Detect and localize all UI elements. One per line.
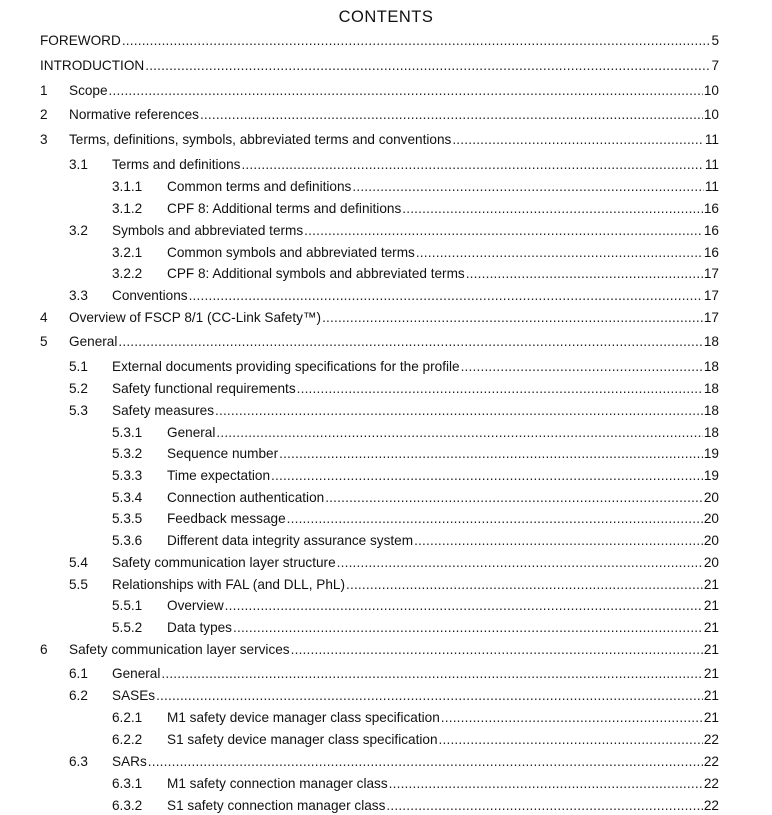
dot-leader: [148, 754, 703, 770]
toc-entry-title: Safety functional requirements: [112, 381, 296, 396]
toc-entry[interactable]: [112, 243, 719, 261]
toc-entry[interactable]: [112, 618, 719, 636]
toc-entry-title: Symbols and abbreviated terms: [112, 223, 304, 238]
toc-entry-page: 19: [703, 468, 719, 483]
dot-leader: [241, 157, 703, 173]
toc-entry-page: 11: [704, 179, 719, 194]
toc-entry[interactable]: [112, 708, 719, 726]
toc-entry-number: 3.1: [69, 157, 88, 172]
toc-entry[interactable]: [112, 444, 719, 462]
toc-entry-title: M1 safety device manager class specification: [167, 710, 440, 725]
toc-entry-title: Sequence number: [167, 446, 279, 461]
toc-entry-title: FOREWORD: [40, 33, 121, 48]
toc-entry[interactable]: [69, 357, 719, 375]
toc-entry-page: 22: [703, 754, 719, 769]
toc-entry[interactable]: [112, 177, 719, 195]
toc-entry[interactable]: [40, 308, 719, 326]
toc-entry-title: INTRODUCTION: [40, 58, 145, 73]
dot-leader: [402, 201, 703, 217]
dot-leader: [386, 798, 702, 814]
toc-entry-number: 5.5.1: [112, 598, 143, 613]
toc-entry-number: 5.3.5: [112, 511, 143, 526]
toc-entry[interactable]: [69, 575, 719, 593]
toc-entry-number: 6.3.2: [112, 798, 143, 813]
toc-entry-page: 18: [703, 334, 719, 349]
toc-entry-page: 18: [703, 403, 719, 418]
toc-entry-title: Relationships with FAL (and DLL, PhL): [112, 577, 345, 592]
toc-entry-page: 5: [711, 33, 719, 48]
toc-entry-number: 5.3.3: [112, 468, 143, 483]
toc-entry-number: 3.2.1: [112, 245, 143, 260]
toc-entry-page: 18: [703, 381, 719, 396]
toc-entry-title: General: [112, 666, 161, 681]
page-title: CONTENTS: [338, 8, 434, 26]
toc-entry-page: 11: [704, 157, 719, 172]
toc-entry-page: 16: [703, 201, 719, 216]
toc-entry[interactable]: [112, 509, 719, 527]
dot-leader: [461, 359, 703, 375]
toc-entry-number: 6.2.1: [112, 710, 143, 725]
toc-entry[interactable]: [112, 796, 719, 814]
toc-entry-page: 20: [703, 555, 719, 570]
toc-entry-number: 3: [40, 132, 48, 147]
toc-entry-title: Common symbols and abbreviated terms: [167, 245, 415, 260]
toc-entry[interactable]: [69, 401, 719, 419]
toc-entry-title: Feedback message: [167, 511, 286, 526]
toc-entry-page: 21: [703, 598, 719, 613]
toc-entry-number: 1: [40, 83, 48, 98]
toc-entry[interactable]: [112, 596, 719, 614]
toc-entry-number: 5.3.2: [112, 446, 143, 461]
dot-leader: [416, 245, 703, 261]
toc-entry-number: 5.3.4: [112, 490, 143, 505]
toc-entry-page: 17: [703, 266, 719, 281]
toc-entry[interactable]: [40, 31, 719, 49]
toc-entry-page: 18: [703, 359, 719, 374]
dot-leader: [216, 425, 703, 441]
toc-entry-page: 16: [703, 245, 719, 260]
dot-leader: [414, 533, 703, 549]
toc-entry-page: 18: [703, 425, 719, 440]
dot-leader: [109, 83, 703, 99]
toc-entry-title: Safety communication layer structure: [112, 555, 336, 570]
toc-entry-page: 20: [703, 490, 719, 505]
toc-entry-page: 20: [703, 511, 719, 526]
toc-entry-page: 7: [711, 58, 719, 73]
toc-entry-page: 21: [703, 666, 719, 681]
toc-entry[interactable]: [69, 379, 719, 397]
dot-leader: [271, 468, 703, 484]
toc-entry-title: Data types: [167, 620, 232, 635]
toc-entry-number: 5.3.1: [112, 425, 143, 440]
dot-leader: [156, 688, 703, 704]
toc-entry-number: 6.2: [69, 688, 88, 703]
toc-entry[interactable]: [69, 286, 719, 304]
toc-entry-page: 21: [703, 710, 719, 725]
toc-entry[interactable]: [40, 640, 719, 658]
toc-entry-page: 21: [703, 620, 719, 635]
toc-entry[interactable]: [69, 752, 719, 770]
toc-entry-page: 21: [703, 642, 719, 657]
toc-entry-title: Overview of FSCP 8/1 (CC-Link Safety™): [69, 310, 322, 325]
toc-entry-page: 22: [703, 798, 719, 813]
dot-leader: [233, 620, 703, 636]
toc-entry-page: 21: [703, 688, 719, 703]
toc-entry[interactable]: [40, 56, 719, 74]
toc-entry-page: 22: [703, 776, 719, 791]
dot-leader: [279, 446, 703, 462]
toc-entry-number: 6.3: [69, 754, 88, 769]
dot-leader: [118, 334, 703, 350]
toc-entry-page: 17: [703, 310, 719, 325]
toc-entry-title: Connection authentication: [167, 490, 325, 505]
toc-entry-title: General: [167, 425, 216, 440]
toc-entry[interactable]: [69, 664, 719, 682]
toc-entry-title: Scope: [69, 83, 108, 98]
dot-leader: [122, 33, 711, 49]
toc-entry-page: 20: [703, 533, 719, 548]
toc-entry[interactable]: [69, 155, 719, 173]
toc-entry-title: M1 safety connection manager class: [167, 776, 388, 791]
toc-entry[interactable]: [69, 686, 719, 704]
toc-entry-number: 5.1: [69, 359, 88, 374]
toc-entry[interactable]: [112, 199, 719, 217]
toc-entry-page: 22: [703, 732, 719, 747]
toc-entry[interactable]: [40, 332, 719, 350]
toc-entry-title: CPF 8: Additional symbols and abbreviated terms: [167, 266, 465, 281]
dot-leader: [389, 776, 703, 792]
toc-entry-number: 5.3.6: [112, 533, 143, 548]
toc-entry-title: Safety measures: [112, 403, 214, 418]
toc-entry-title: Different data integrity assurance system: [167, 533, 414, 548]
toc-entry[interactable]: [112, 730, 719, 748]
dot-leader: [304, 223, 703, 239]
dot-leader: [161, 666, 703, 682]
toc-entry-number: 6.2.2: [112, 732, 143, 747]
toc-entry-number: 5.2: [69, 381, 88, 396]
toc-entry-title: SASEs: [112, 688, 156, 703]
dot-leader: [287, 511, 703, 527]
toc-entry-page: 19: [703, 446, 719, 461]
dot-leader: [439, 732, 703, 748]
dot-leader: [352, 179, 704, 195]
dot-leader: [466, 266, 703, 282]
toc-entry-number: 5.4: [69, 555, 88, 570]
dot-leader: [322, 310, 703, 326]
toc-entry-number: 3.1.1: [112, 179, 143, 194]
toc-entry-page: 10: [703, 107, 719, 122]
toc-entry-title: Common terms and definitions: [167, 179, 352, 194]
toc-entry[interactable]: [112, 531, 719, 549]
toc-entry[interactable]: [112, 466, 719, 484]
toc-entry-number: 3.1.2: [112, 201, 143, 216]
toc-entry-number: 3.2: [69, 223, 88, 238]
toc-entry[interactable]: [40, 130, 719, 148]
dot-leader: [215, 403, 703, 419]
toc-entry-title: S1 safety device manager class specification: [167, 732, 438, 747]
toc-entry[interactable]: [112, 264, 719, 282]
toc-entry-title: Normative references: [69, 107, 199, 122]
dot-leader: [452, 132, 704, 148]
toc-entry[interactable]: [69, 221, 719, 239]
toc-entry-number: 6.1: [69, 666, 88, 681]
toc-entry-title: SARs: [112, 754, 147, 769]
dot-leader: [346, 577, 703, 593]
toc-entry-number: 3.2.2: [112, 266, 143, 281]
dot-leader: [145, 58, 710, 74]
toc-entry-title: S1 safety connection manager class: [167, 798, 386, 813]
toc-entry[interactable]: [40, 81, 719, 99]
toc-entry-number: 5.5.2: [112, 620, 143, 635]
toc-entry-number: 6.3.1: [112, 776, 143, 791]
toc-entry[interactable]: [69, 553, 719, 571]
toc-entry-title: Conventions: [112, 288, 188, 303]
toc-entry-page: 17: [703, 288, 719, 303]
toc-entry-page: 16: [703, 223, 719, 238]
toc-entry-number: 5.3: [69, 403, 88, 418]
toc-entry-title: Overview: [167, 598, 224, 613]
dot-leader: [337, 555, 703, 571]
toc-entry-number: 2: [40, 107, 48, 122]
dot-leader: [297, 381, 703, 397]
toc-entry-title: CPF 8: Additional terms and definitions: [167, 201, 402, 216]
dot-leader: [325, 490, 703, 506]
toc-entry-title: Time expectation: [167, 468, 271, 483]
toc-entry-number: 3.3: [69, 288, 88, 303]
toc-entry[interactable]: [112, 774, 719, 792]
toc-entry[interactable]: [112, 423, 719, 441]
toc-entry-title: Safety communication layer services: [69, 642, 290, 657]
dot-leader: [291, 642, 703, 658]
dot-leader: [225, 598, 703, 614]
toc-entry-number: 4: [40, 310, 48, 325]
toc-entry-number: 5: [40, 334, 48, 349]
toc-entry-title: External documents providing specifications for the profile: [112, 359, 460, 374]
toc-entry-title: Terms and definitions: [112, 157, 241, 172]
toc-entry-page: 10: [703, 83, 719, 98]
dot-leader: [189, 288, 703, 304]
toc-entry-page: 21: [703, 577, 719, 592]
toc-entry-title: Terms, definitions, symbols, abbreviated terms and conventions: [69, 132, 452, 147]
toc-entry[interactable]: [112, 488, 719, 506]
toc-entry-page: 11: [704, 132, 719, 147]
toc-entry[interactable]: [40, 105, 719, 123]
toc-entry-number: 6: [40, 642, 48, 657]
dot-leader: [200, 107, 703, 123]
toc-entry-title: General: [69, 334, 118, 349]
toc-entry-number: 5.5: [69, 577, 88, 592]
dot-leader: [441, 710, 703, 726]
